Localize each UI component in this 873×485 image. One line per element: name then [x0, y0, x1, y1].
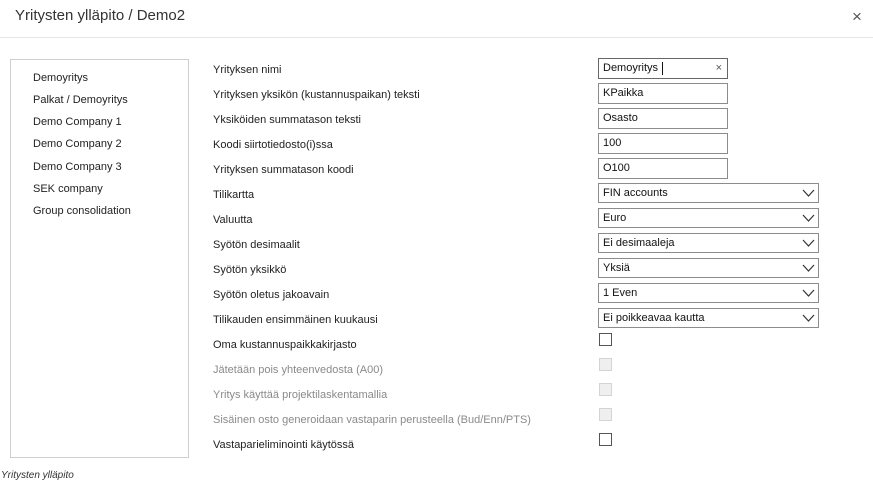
internal-purchase-label: Sisäinen osto generoidaan vastaparin perusteella (Bud/Enn/PTS) [213, 414, 531, 426]
exclude-from-summary-label: Jätetään pois yhteenvedosta (A00) [213, 364, 384, 376]
default-allocation-key-value: 1 Even [603, 287, 638, 299]
first-month-select[interactable] [598, 308, 819, 328]
close-icon[interactable]: × [852, 7, 862, 26]
chart-of-accounts-value: FIN accounts [603, 187, 668, 199]
company-name-input[interactable] [598, 58, 728, 79]
currency-label: Valuutta [213, 214, 253, 226]
company-list-item[interactable]: SEK company [33, 183, 103, 195]
counterpart-elimination-checkbox[interactable] [599, 433, 612, 446]
input-decimals-label: Syötön desimaalit [213, 239, 300, 251]
input-unit-label: Syötön yksikkö [213, 264, 287, 276]
input-decimals-value: Ei desimaaleja [603, 237, 675, 249]
summary-level-code-input[interactable]: O100 [598, 158, 728, 179]
chevron-down-icon [802, 186, 815, 200]
first-month-label: Tilikauden ensimmäinen kuukausi [213, 314, 378, 326]
project-model-checkbox [599, 383, 612, 396]
chevron-down-icon [802, 286, 815, 300]
dialog-title: Yritysten ylläpito / Demo2 [15, 7, 186, 24]
company-list-item[interactable]: Demo Company 3 [33, 161, 122, 173]
chevron-down-icon [802, 236, 815, 250]
dialog-header [0, 0, 873, 38]
summary-level-code-label: Yrityksen summatason koodi [213, 164, 354, 176]
unit-text-label: Yrityksen yksikön (kustannuspaikan) teksti [213, 89, 420, 101]
input-unit-value: Yksiä [603, 262, 630, 274]
transfer-code-input[interactable]: 100 [598, 133, 728, 154]
own-cost-center-library-checkbox[interactable] [599, 333, 612, 346]
company-name-value: Demoyritys [603, 62, 659, 74]
company-list-item[interactable]: Demoyritys [33, 72, 89, 84]
input-unit-select[interactable] [598, 258, 819, 278]
first-month-value: Ei poikkeavaa kautta [603, 312, 705, 324]
summary-level-text-label: Yksiköiden summatason teksti [213, 114, 361, 126]
footer-breadcrumb: Yritysten ylläpito [1, 470, 74, 481]
chart-of-accounts-select[interactable] [598, 183, 819, 203]
chevron-down-icon [802, 211, 815, 225]
input-decimals-select[interactable] [598, 233, 819, 253]
company-list [10, 59, 189, 458]
company-name-label: Yrityksen nimi [213, 64, 282, 76]
chevron-down-icon [802, 261, 815, 275]
transfer-code-label: Koodi siirtotiedosto(i)ssa [213, 139, 333, 151]
company-list-item[interactable]: Demo Company 1 [33, 116, 122, 128]
project-model-label: Yritys käyttää projektilaskentamallia [213, 389, 388, 401]
default-allocation-key-label: Syötön oletus jakoavain [213, 289, 330, 301]
company-list-item[interactable]: Demo Company 2 [33, 138, 122, 150]
currency-select[interactable] [598, 208, 819, 228]
company-list-item[interactable]: Group consolidation [33, 205, 131, 217]
internal-purchase-checkbox [599, 408, 612, 421]
currency-value: Euro [603, 212, 627, 224]
exclude-from-summary-checkbox [599, 358, 612, 371]
counterpart-elimination-label: Vastaparieliminointi käytössä [213, 439, 355, 451]
unit-text-input[interactable]: KPaikka [598, 83, 728, 104]
own-cost-center-library-label: Oma kustannuspaikkakirjasto [213, 339, 357, 351]
text-caret [662, 62, 663, 75]
default-allocation-key-select[interactable] [598, 283, 819, 303]
company-list-item[interactable]: Palkat / Demoyritys [33, 94, 128, 106]
chart-of-accounts-label: Tilikartta [213, 189, 255, 201]
summary-level-text-input[interactable]: Osasto [598, 108, 728, 129]
chevron-down-icon [802, 311, 815, 325]
clear-icon[interactable]: × [715, 62, 722, 74]
